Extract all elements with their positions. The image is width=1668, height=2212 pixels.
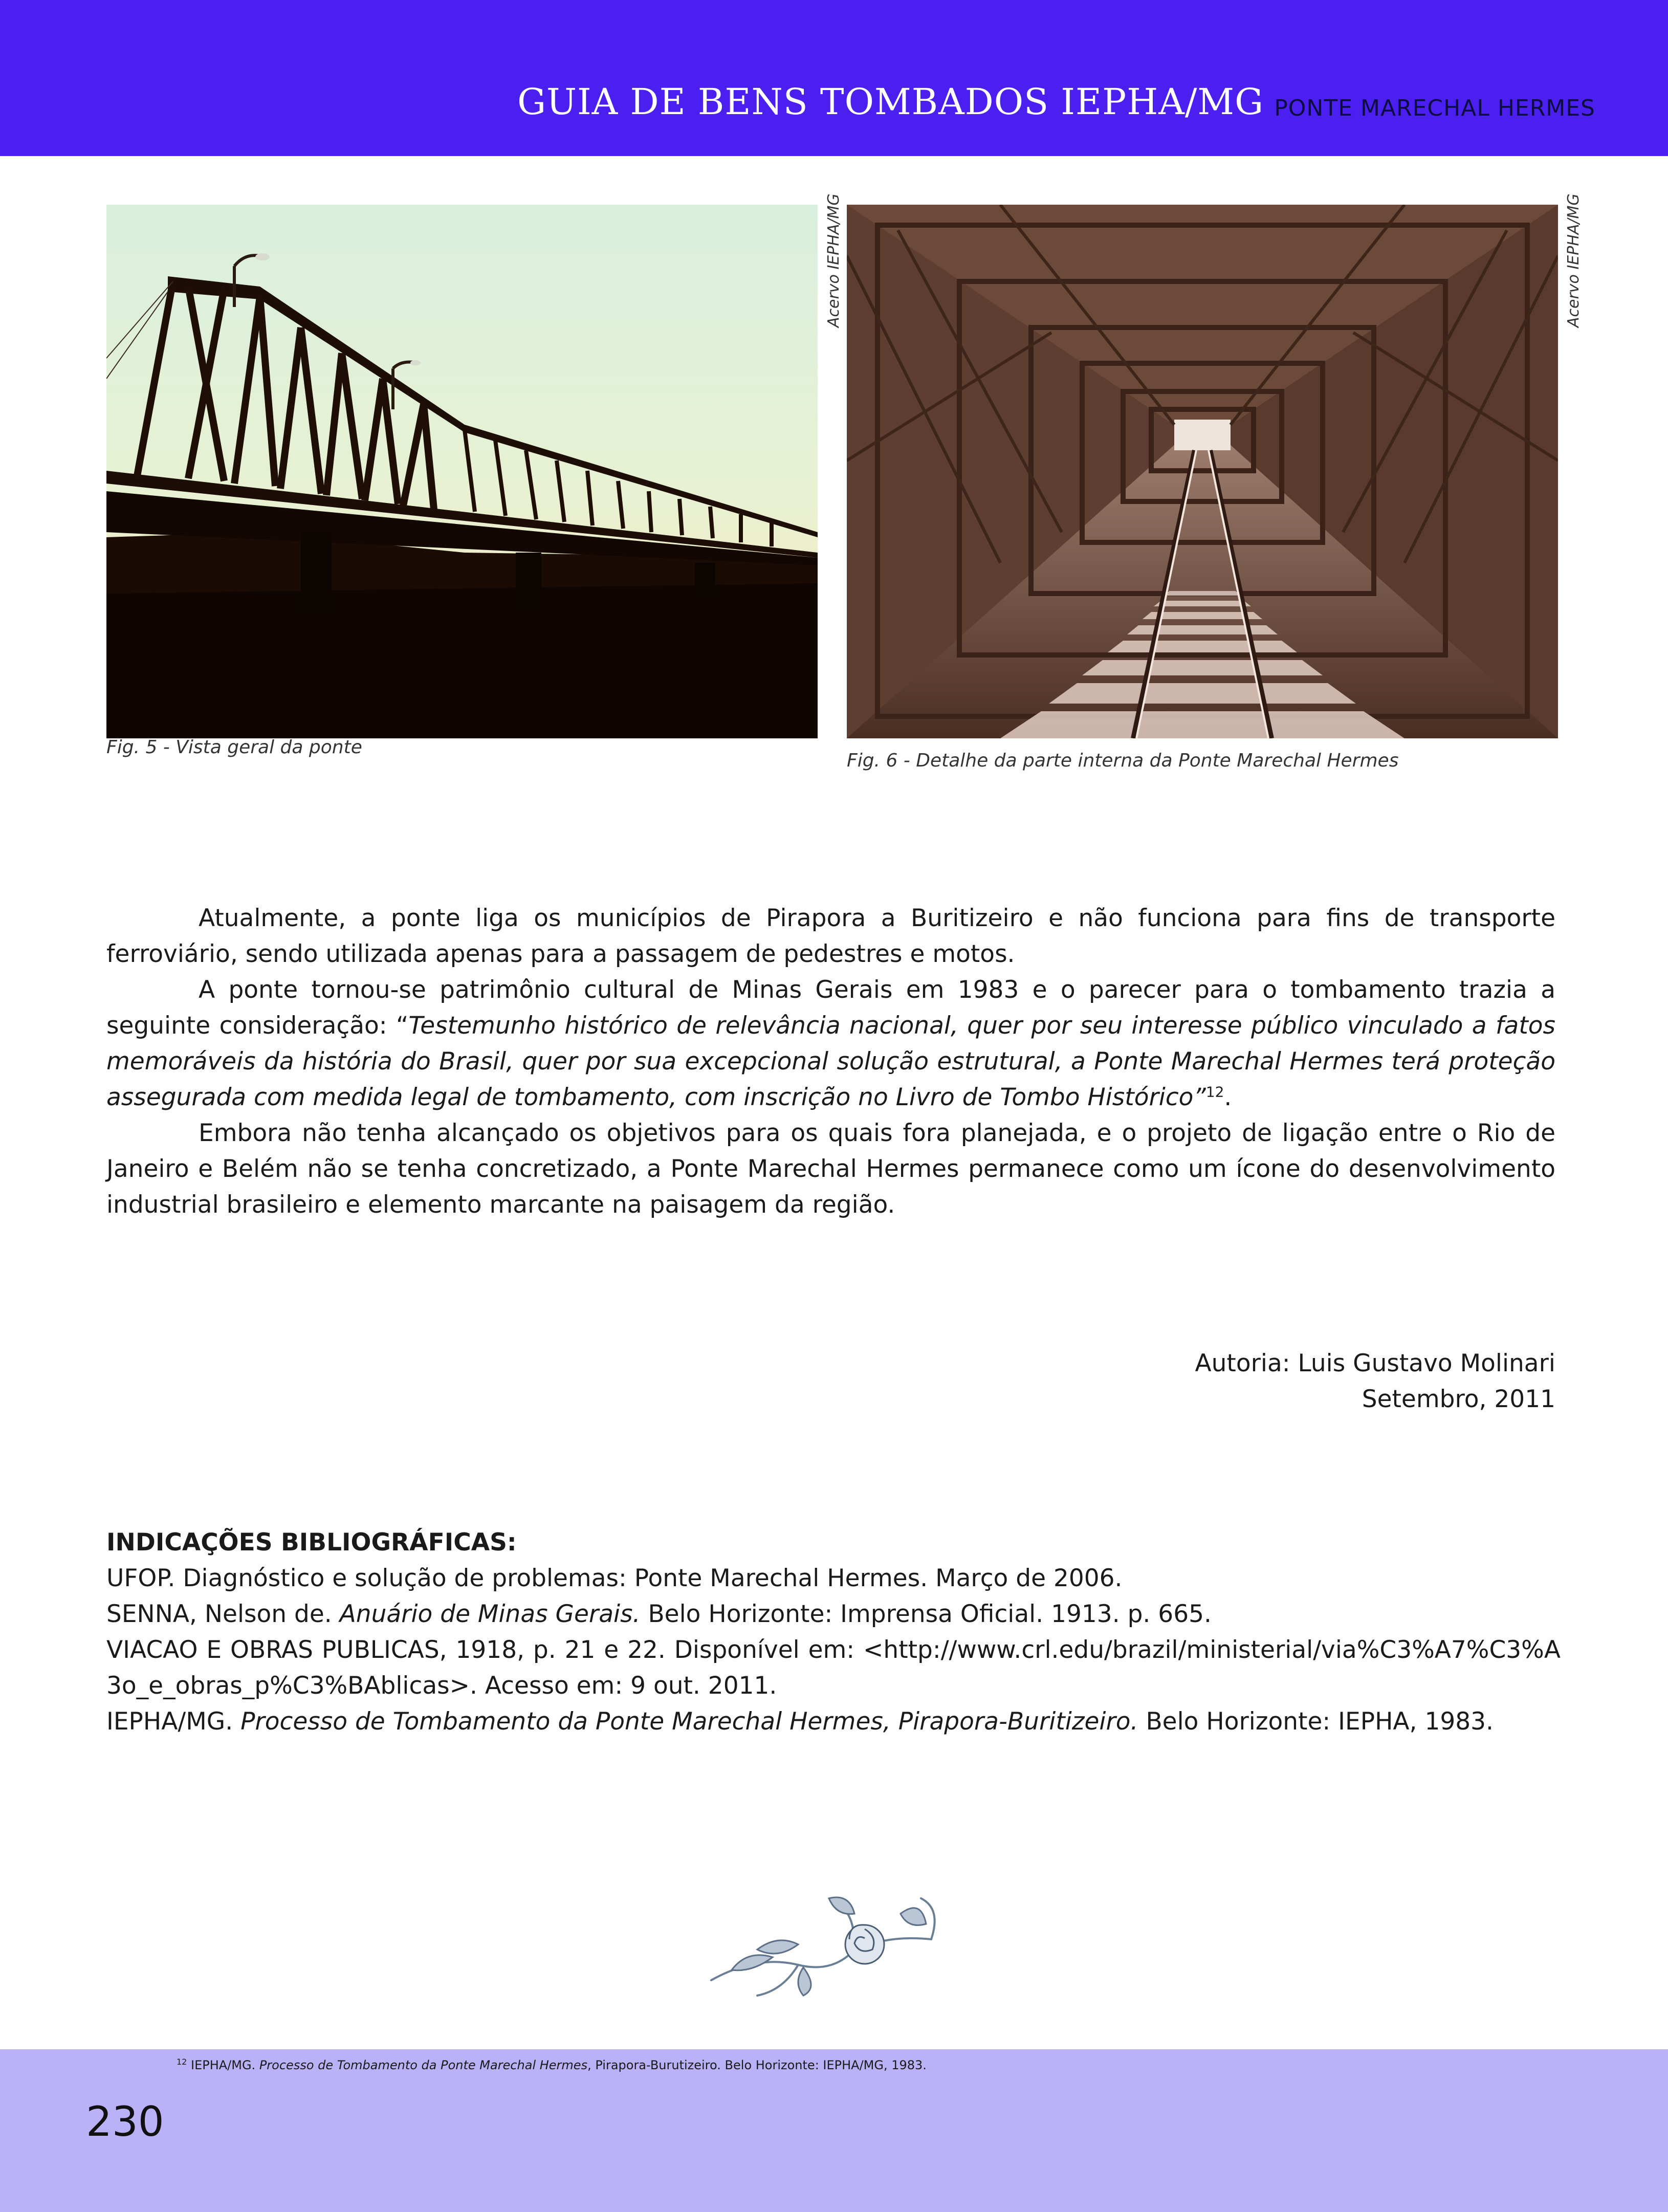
entry-text: Belo Horizonte: Imprensa Oficial. 1913. p. 665. xyxy=(640,1600,1212,1628)
photo-bridge-general-view xyxy=(106,205,818,738)
bibliography-heading: INDICAÇÕES BIBLIOGRÁFICAS: xyxy=(106,1528,517,1557)
footnote-reference: 12 xyxy=(1205,1083,1224,1101)
publication-date: Setembro, 2011 xyxy=(1362,1385,1555,1413)
quotation: Testemunho histórico de relevância nacional, quer por seu interesse público vinculado a fatos memoráveis da história do Brasil, quer por sua excepcional solução estrutural, a Ponte Marechal Hermes terá proteção assegurada com medida legal de tombamento, com inscrição no Livro de Tombo Histórico” xyxy=(106,1012,1555,1111)
photo-credit: Acervo IEPHA/MG xyxy=(825,193,843,327)
paragraph: Embora não tenha alcançado os objetivos para os quais fora planejada, e o projeto de ligação entre o Rio de Janeiro e Belém não se tenha concretizado, a Ponte Marechal Hermes permanece como um ícone do desenvolvimento industrial brasileiro e elemento marcante na paisagem da região. xyxy=(106,1119,1555,1219)
photo-credit: Acervo IEPHA/MG xyxy=(1565,193,1583,327)
paragraph: Atualmente, a ponte liga os municípios de Pirapora a Buritizeiro e não funciona para fins de transporte ferroviário, sendo utilizada apenas para a passagem de pedestres e motos. xyxy=(106,904,1555,968)
guide-title: GUIA DE BENS TOMBADOS IEPHA/MG xyxy=(517,81,1264,123)
footnote xyxy=(177,2058,927,2072)
rose-ornament-icon xyxy=(696,1878,962,2001)
entry-text: SENNA, Nelson de. xyxy=(106,1600,340,1628)
page-number: 230 xyxy=(86,2098,164,2145)
entry-title: Anuário de Minas Gerais. xyxy=(339,1600,641,1628)
authorship-block xyxy=(1195,1346,1555,1417)
bridge-silhouette-image xyxy=(106,205,818,738)
entry-text: Belo Horizonte: IEPHA, 1983. xyxy=(1138,1707,1494,1736)
footnote-text: , Pirapora-Burutizeiro. Belo Horizonte: IEPHA/MG, 1983. xyxy=(587,2058,927,2072)
section-title: PONTE MARECHAL HERMES xyxy=(1274,95,1595,121)
bibliography-entry: UFOP. Diagnóstico e solução de problemas: Ponte Marechal Hermes. Março de 2006. xyxy=(106,1564,1123,1592)
paragraph-end: . xyxy=(1224,1083,1232,1111)
bridge-interior-image xyxy=(847,205,1558,738)
bibliography xyxy=(106,1525,1561,1740)
footnote-text: IEPHA/MG. xyxy=(187,2058,259,2072)
bibliography-entry: VIACAO E OBRAS PUBLICAS, 1918, p. 21 e 22. Disponível em: <http://www.crl.edu/brazil/ministerial/via%C3%A7%C3%A3o_e_obras_p%C3%BAblicas>. Acesso em: 9 out. 2011. xyxy=(106,1636,1561,1700)
bibliography-entry xyxy=(106,1596,1561,1632)
header-band xyxy=(0,0,1668,156)
photo-bridge-interior xyxy=(847,205,1558,738)
figure-caption: Fig. 5 - Vista geral da ponte xyxy=(106,737,362,758)
footer-band xyxy=(0,2049,1668,2212)
author-name: Autoria: Luis Gustavo Molinari xyxy=(1195,1349,1555,1377)
bibliography-entry xyxy=(106,1704,1561,1740)
paragraph xyxy=(106,972,1555,1115)
figure-caption: Fig. 6 - Detalhe da parte interna da Ponte Marechal Hermes xyxy=(847,750,1399,771)
paragraph-intro: A ponte tornou-se patrimônio cultural de Minas Gerais em 1983 e o parecer para o tombamento trazia a seguinte consideração: “ xyxy=(106,976,1555,1040)
footnote-number: 12 xyxy=(177,2057,187,2067)
entry-text: IEPHA/MG. xyxy=(106,1707,241,1736)
entry-title: Processo de Tombamento da Ponte Marechal Hermes, Pirapora-Buritizeiro. xyxy=(240,1707,1138,1736)
footnote-title: Processo de Tombamento da Ponte Marechal Hermes xyxy=(259,2058,588,2072)
body-text xyxy=(106,901,1555,1223)
